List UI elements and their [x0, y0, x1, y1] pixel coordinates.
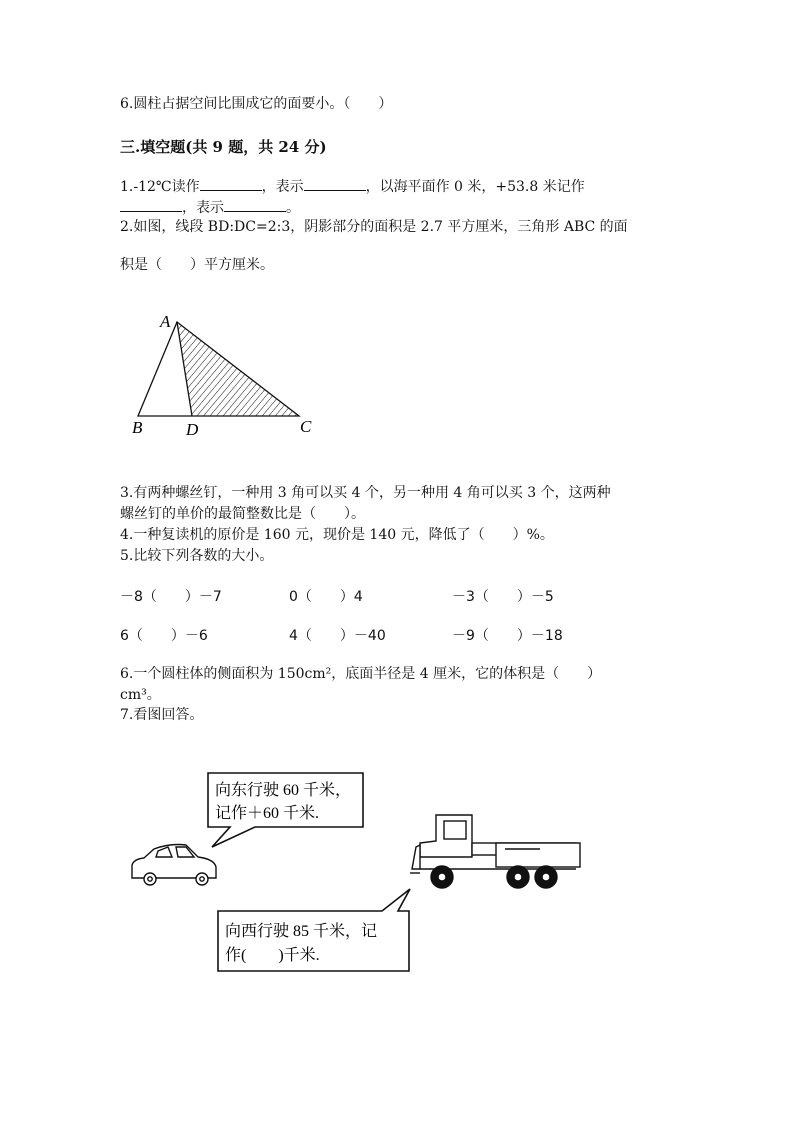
car-icon: [132, 845, 216, 886]
previous-question-6: 6.圆柱占据空间比围成它的面要小。（ ）: [120, 96, 393, 112]
question-3-line-2: 螺丝钉的单价的最简整数比是（ ）。: [120, 506, 365, 522]
q1-blank-4[interactable]: [224, 197, 286, 212]
bubble-west-line-1: 向西行驶 85 千米，记: [225, 923, 378, 940]
q1-blank-3[interactable]: [120, 197, 182, 212]
question-3-line-1: 3.有两种螺丝钉，一种用 3 角可以买 4 个，另一种用 4 角可以买 3 个，这两种: [120, 485, 611, 501]
q1-part-b: ，表示: [261, 179, 304, 195]
question-5-title: 5.比较下列各数的大小。: [120, 548, 274, 564]
question-7-title: 7.看图回答。: [120, 707, 204, 723]
bubble-west-line-2: 作( )千米.: [225, 947, 320, 964]
compare-6: －9（ ）－18: [452, 628, 563, 644]
triangle-figure: [120, 305, 330, 440]
label-b: B: [132, 418, 143, 437]
bubble-east-line-1: 向东行驶 60 千米，: [215, 782, 352, 799]
q1-blank-1[interactable]: [200, 176, 262, 191]
question-7-illustration: [120, 765, 590, 980]
compare-4: 6（ ）－6: [120, 628, 208, 644]
q1-part-e: 。: [286, 200, 300, 216]
q1-blank-2[interactable]: [304, 176, 366, 191]
compare-2: 0（ ）4: [289, 589, 363, 605]
question-4: 4.一种复读机的原价是 160 元，现价是 140 元，降低了（ ）%。: [120, 527, 554, 543]
section-title: 三.填空题(共 9 题，共 24 分): [120, 138, 327, 156]
compare-3: －3（ ）－5: [452, 589, 554, 605]
label-d: D: [186, 420, 199, 439]
question-1-line-2: [120, 197, 300, 217]
compare-1: －8（ ）－7: [120, 589, 222, 605]
label-a: A: [160, 312, 171, 331]
bubble-east-line-2: 记作＋60 千米.: [215, 805, 320, 822]
q1-part-c: ，以海平面作 0 米，+53.8 米记作: [365, 179, 585, 195]
question-6-line-1: 6.一个圆柱体的侧面积为 150cm²，底面半径是 4 厘米，它的体积是（ ）: [120, 666, 602, 682]
truck-icon: [410, 815, 580, 888]
question-2-line-1: 2.如图，线段 BD:DC=2:3，阴影部分的面积是 2.7 平方厘米，三角形 ABC 的面: [120, 219, 628, 235]
speech-bubble-west: [218, 889, 410, 971]
question-6-line-2: cm³。: [120, 687, 161, 703]
q1-part-a: 1.-12℃读作: [120, 179, 200, 195]
question-1-line-1: [120, 176, 585, 196]
label-c: C: [300, 417, 312, 436]
question-2-line-2: 积是（ ）平方厘米。: [120, 257, 274, 273]
q1-part-d: ，表示: [182, 200, 224, 216]
compare-5: 4（ ）－40: [289, 628, 386, 644]
speech-bubble-east: [208, 773, 363, 847]
